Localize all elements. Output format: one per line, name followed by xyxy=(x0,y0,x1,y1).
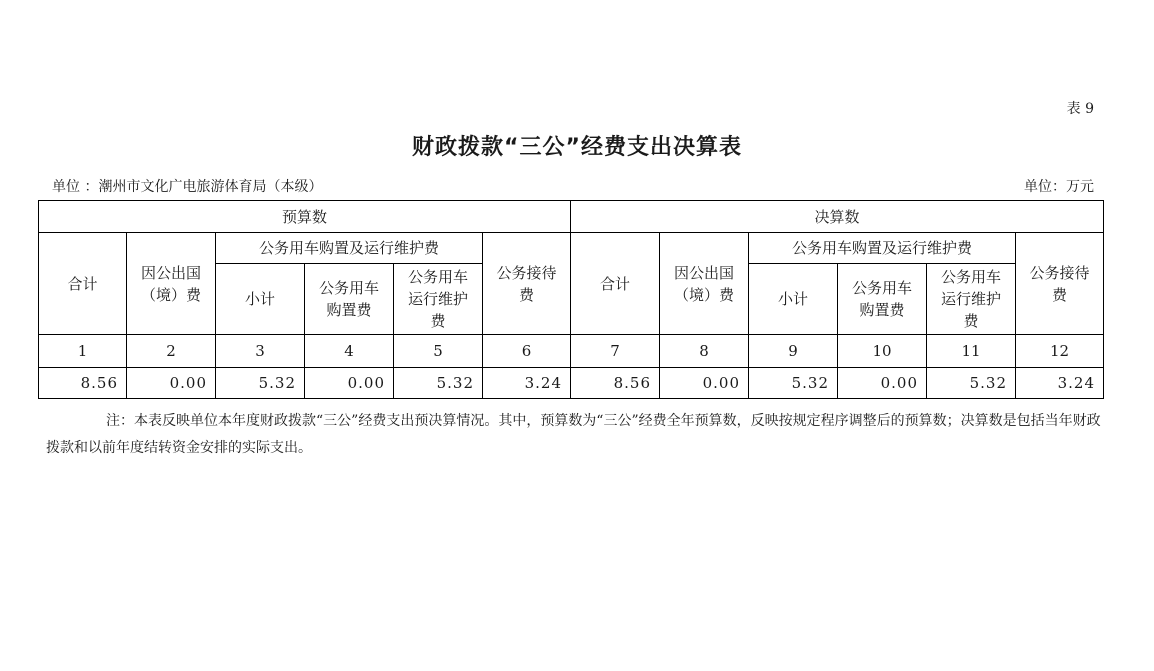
header-budget-abroad-line1: 因公出国 xyxy=(140,263,201,282)
header-final-operation-line1: 公务用车 xyxy=(941,268,1002,286)
header-final-purchase xyxy=(838,264,927,335)
value-cell: 0.00 xyxy=(838,368,927,399)
value-cell: 5.32 xyxy=(749,368,838,399)
value-cell: 3.24 xyxy=(1016,368,1104,399)
header-budget-reception-line1: 公务接待 xyxy=(496,263,557,282)
value-cell: 0.00 xyxy=(305,368,394,399)
value-cell: 5.32 xyxy=(216,368,305,399)
value-cell: 3.24 xyxy=(483,368,571,399)
header-final: 决算数 xyxy=(571,201,1104,233)
header-final-operation xyxy=(927,264,1016,335)
header-final-vehicle: 公务用车购置及运行维护费 xyxy=(749,233,1016,264)
index-cell: 5 xyxy=(394,335,483,368)
page-title: 财政拨款“三公”经费支出决算表 xyxy=(412,135,742,160)
index-row xyxy=(39,335,1104,368)
header-final-reception xyxy=(1016,233,1104,335)
header-budget: 预算数 xyxy=(39,201,571,233)
index-cell: 12 xyxy=(1016,335,1104,368)
value-cell: 8.56 xyxy=(39,368,127,399)
header-final-abroad xyxy=(660,233,749,335)
header-final-operation-line2: 运行维护 xyxy=(941,290,1002,308)
header-final-abroad-line2: （境）费 xyxy=(674,285,735,304)
header-budget-reception xyxy=(483,233,571,335)
index-cell: 6 xyxy=(483,335,571,368)
header-budget-operation xyxy=(394,264,483,335)
header-final-purchase-line1: 公务用车 xyxy=(852,279,913,297)
index-cell: 2 xyxy=(127,335,216,368)
index-cell: 7 xyxy=(571,335,660,368)
header-budget-abroad xyxy=(127,233,216,335)
index-cell: 9 xyxy=(749,335,838,368)
table-number: 表 9 xyxy=(1066,101,1094,117)
three-public-expenses-table xyxy=(38,200,1104,399)
header-budget-subtotal: 小计 xyxy=(216,264,305,335)
header-budget-operation-line1: 公务用车 xyxy=(407,268,468,286)
index-cell: 8 xyxy=(660,335,749,368)
value-cell: 8.56 xyxy=(571,368,660,399)
header-budget-purchase-line1: 公务用车 xyxy=(318,279,379,297)
header-budget-total: 合计 xyxy=(39,233,127,335)
header-budget-vehicle: 公务用车购置及运行维护费 xyxy=(216,233,483,264)
index-cell: 4 xyxy=(305,335,394,368)
index-cell: 3 xyxy=(216,335,305,368)
header-budget-abroad-line2: （境）费 xyxy=(140,285,201,304)
value-cell: 0.00 xyxy=(660,368,749,399)
header-budget-purchase xyxy=(305,264,394,335)
value-cell: 5.32 xyxy=(394,368,483,399)
unit-label-org: 单位 ：潮州市文化广电旅游体育局（本级） xyxy=(52,179,323,195)
header-budget-operation-line3: 费 xyxy=(430,312,446,330)
header-budget-operation-line2: 运行维护 xyxy=(407,290,468,308)
index-cell: 1 xyxy=(39,335,127,368)
header-final-purchase-line2: 购置费 xyxy=(859,301,905,319)
footnote: 注：本表反映单位本年度财政拨款“三公”经费支出预决算情况。其中，预算数为“三公”经费全年预算数，反映按规定程序调整后的预算数；决算数是包括当年财政拨款和以前年度结转资金安排的实际支出。 xyxy=(46,413,1101,456)
header-final-reception-line2: 费 xyxy=(1052,285,1068,304)
index-cell: 10 xyxy=(838,335,927,368)
header-final-reception-line1: 公务接待 xyxy=(1029,263,1090,282)
value-row xyxy=(39,368,1104,399)
unit-label-currency: 单位：万元 xyxy=(1024,179,1094,195)
header-budget-purchase-line2: 购置费 xyxy=(326,301,372,319)
header-final-total: 合计 xyxy=(571,233,660,335)
header-final-operation-line3: 费 xyxy=(963,312,979,330)
value-cell: 5.32 xyxy=(927,368,1016,399)
header-final-abroad-line1: 因公出国 xyxy=(674,263,735,282)
header-budget-reception-line2: 费 xyxy=(519,285,535,304)
value-cell: 0.00 xyxy=(127,368,216,399)
header-final-subtotal: 小计 xyxy=(749,264,838,335)
index-cell: 11 xyxy=(927,335,1016,368)
